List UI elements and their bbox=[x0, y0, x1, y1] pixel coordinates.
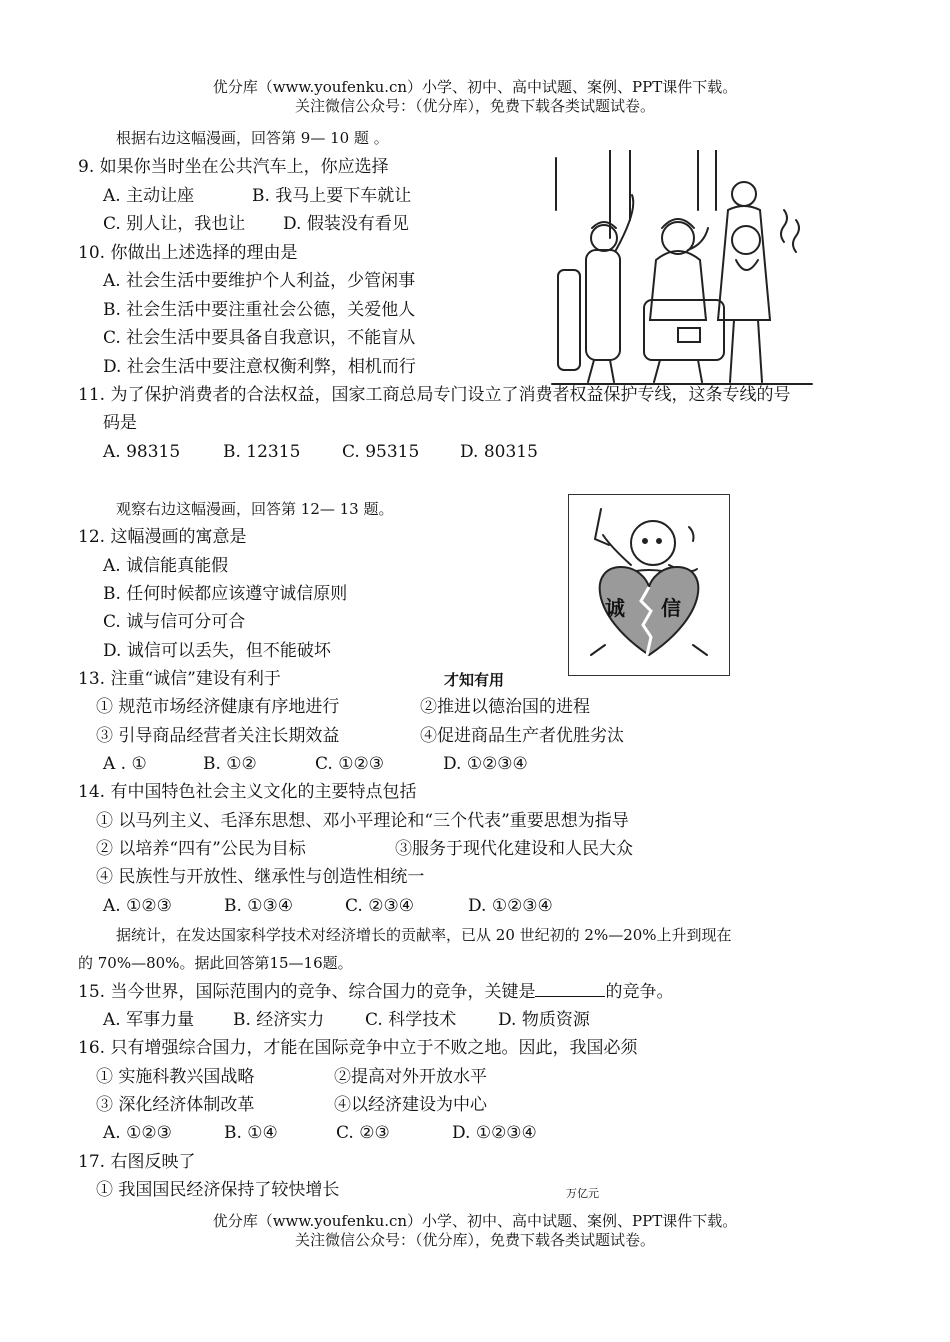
q13-item-4: ④促进商品生产者优胜劣汰 bbox=[420, 726, 624, 746]
q15-stem-before: 15. 当今世界，国际范围内的竞争、综合国力的竞争，关键是 bbox=[78, 982, 536, 1002]
q17-item-1: ① 我国国民经济保持了较快增长 bbox=[96, 1180, 340, 1200]
q9-stem: 9. 如果你当时坐在公共汽车上，你应选择 bbox=[78, 157, 389, 177]
q13-option-c: C. ①②③ bbox=[315, 754, 384, 774]
q13-option-b: B. ①② bbox=[203, 754, 257, 774]
q12-option-d: D. 诚信可以丢失，但不能破坏 bbox=[103, 641, 331, 661]
q11-stem-line-1: 11. 为了保护消费者的合法权益，国家工商总局专门设立了消费者权益保护专线，这条专线的号 bbox=[78, 385, 791, 405]
q14-item-2: ② 以培养“四有”公民为目标 bbox=[96, 839, 306, 859]
q13-option-d: D. ①②③④ bbox=[443, 754, 528, 774]
chart-unit-label: 万亿元 bbox=[566, 1187, 599, 1200]
q15-option-a: A. 军事力量 bbox=[103, 1010, 195, 1030]
integrity-cartoon-frame bbox=[568, 494, 730, 676]
header-line-2: 关注微信公众号：（优分库），免费下载各类试题试卷。 bbox=[294, 97, 655, 115]
q9-option-c: C. 别人让，我也让 bbox=[103, 214, 246, 234]
heart-left-char: 诚 bbox=[605, 596, 625, 620]
footer-line-2: 关注微信公众号：（优分库），免费下载各类试题试卷。 bbox=[294, 1231, 655, 1249]
q15-option-b: B. 经济实力 bbox=[233, 1010, 325, 1030]
q11-stem-line-2: 码是 bbox=[103, 413, 137, 433]
intro-15-16-line-2: 的 70%—80%。据此回答第15—16题。 bbox=[78, 954, 353, 972]
q9-option-a: A. 主动让座 bbox=[103, 186, 195, 206]
q13-item-2: ②推进以德治国的进程 bbox=[420, 697, 590, 717]
intro-15-16-line-1: 据统计，在发达国家科学技术对经济增长的贡献率，已从 20 世纪初的 2%—20%上升到现在 bbox=[116, 926, 732, 944]
q16-item-2: ②提高对外开放水平 bbox=[334, 1067, 487, 1087]
q13-stem: 13. 注重“诚信”建设有利于 bbox=[78, 669, 281, 689]
q16-item-4: ④以经济建设为中心 bbox=[334, 1095, 487, 1115]
q16-option-a: A. ①②③ bbox=[103, 1123, 172, 1143]
q13-item-1: ① 规范市场经济健康有序地进行 bbox=[96, 697, 340, 717]
q10-option-b: B. 社会生活中要注重社会公德，关爱他人 bbox=[103, 300, 416, 320]
q16-item-1: ① 实施科教兴国战略 bbox=[96, 1067, 255, 1087]
q14-option-c: C. ②③④ bbox=[345, 896, 414, 916]
bus-cartoon-image bbox=[548, 150, 816, 390]
q11-option-b: B. 12315 bbox=[223, 442, 301, 462]
q12-option-c: C. 诚与信可分可合 bbox=[103, 612, 246, 632]
footer-line-1: 优分库（www.youfenku.cn）小学、初中、高中试题、案例、PPT课件下载。 bbox=[212, 1212, 738, 1230]
q13-item-3: ③ 引导商品经营者关注长期效益 bbox=[96, 726, 340, 746]
q11-option-c: C. 95315 bbox=[342, 442, 420, 462]
q14-item-3: ③服务于现代化建设和人民大众 bbox=[395, 839, 633, 859]
intro-9-10: 根据右边这幅漫画，回答第 9— 10 题 。 bbox=[116, 129, 389, 147]
q16-option-d: D. ①②③④ bbox=[452, 1123, 537, 1143]
q16-item-3: ③ 深化经济体制改革 bbox=[96, 1095, 255, 1115]
q13-option-a: A . ① bbox=[103, 754, 147, 774]
q15-option-d: D. 物质资源 bbox=[498, 1010, 590, 1030]
q10-option-c: C. 社会生活中要具备自我意识，不能盲从 bbox=[103, 328, 416, 348]
q11-option-a: A. 98315 bbox=[103, 442, 181, 462]
q11-option-d: D. 80315 bbox=[460, 442, 538, 462]
q14-option-d: D. ①②③④ bbox=[468, 896, 553, 916]
q17-stem: 17. 右图反映了 bbox=[78, 1152, 196, 1172]
q10-option-d: D. 社会生活中要注意权衡利弊，相机而行 bbox=[103, 357, 416, 377]
q16-option-c: C. ②③ bbox=[336, 1123, 390, 1143]
q14-option-b: B. ①③④ bbox=[224, 896, 294, 916]
integrity-cartoon-image bbox=[569, 495, 729, 675]
q12-stem: 12. 这幅漫画的寓意是 bbox=[78, 527, 247, 547]
q15-stem-after: 的竞争。 bbox=[605, 982, 674, 1002]
q14-option-a: A. ①②③ bbox=[103, 896, 172, 916]
q12-option-b: B. 任何时候都应该遵守诚信原则 bbox=[103, 584, 348, 604]
q14-item-1: ① 以马列主义、毛泽东思想、邓小平理论和“三个代表”重要思想为指导 bbox=[96, 811, 629, 831]
q9-option-b: B. 我马上要下车就让 bbox=[252, 186, 412, 206]
q16-stem: 16. 只有增强综合国力，才能在国际竞争中立于不败之地。因此，我国必须 bbox=[78, 1038, 638, 1058]
q15-stem bbox=[78, 980, 673, 1003]
heart-right-char: 信 bbox=[661, 596, 681, 620]
q12-option-a: A. 诚信能真能假 bbox=[103, 556, 229, 576]
q14-item-4: ④ 民族性与开放性、继承性与创造性相统一 bbox=[96, 867, 425, 887]
cartoon-caption: 才知有用 bbox=[444, 671, 505, 689]
q15-option-c: C. 科学技术 bbox=[365, 1010, 457, 1030]
q10-stem: 10. 你做出上述选择的理由是 bbox=[78, 243, 298, 263]
intro-12-13: 观察右边这幅漫画，回答第 12— 13 题。 bbox=[116, 500, 394, 518]
q14-stem: 14. 有中国特色社会主义文化的主要特点包括 bbox=[78, 782, 417, 802]
q16-option-b: B. ①④ bbox=[224, 1123, 278, 1143]
q15-answer-blank[interactable] bbox=[535, 980, 605, 997]
q10-option-a: A. 社会生活中要维护个人利益，少管闲事 bbox=[103, 271, 416, 291]
q9-option-d: D. 假装没有看见 bbox=[283, 214, 409, 234]
header-line-1: 优分库（www.youfenku.cn）小学、初中、高中试题、案例、PPT课件下载。 bbox=[212, 78, 738, 96]
